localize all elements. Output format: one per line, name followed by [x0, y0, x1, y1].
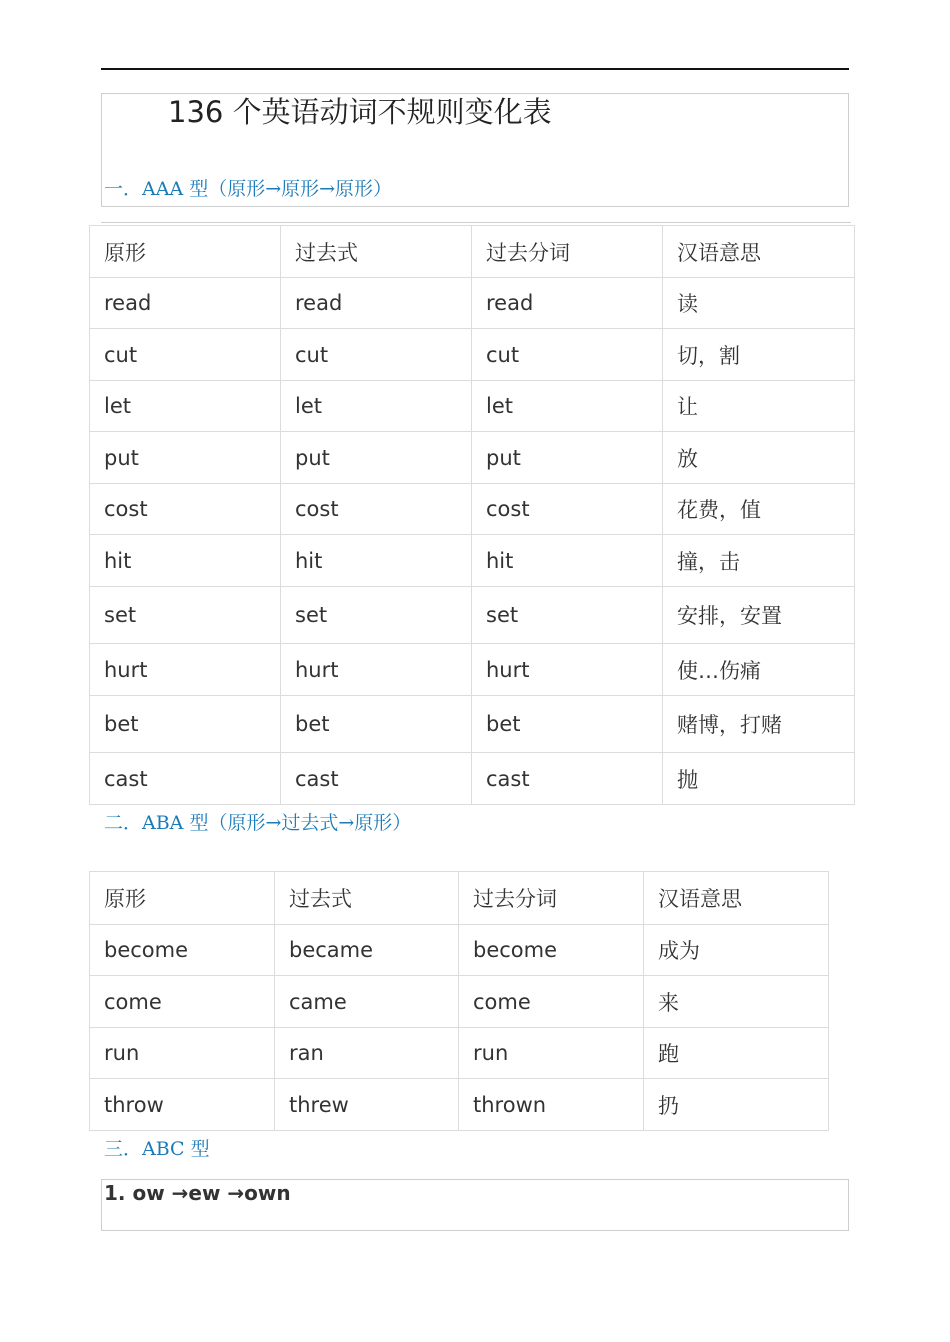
table-cell: run	[90, 1028, 275, 1079]
column-header: 汉语意思	[644, 872, 829, 925]
table-cell: read	[90, 278, 281, 329]
table-row	[90, 432, 855, 484]
section-heading-aba: 二．ABA 型（原形→过去式→原形）	[104, 812, 412, 834]
table-cell: come	[459, 976, 644, 1028]
table-cell: bet	[281, 696, 472, 753]
table-cell: 赌博，打赌	[663, 696, 855, 753]
table-cell: run	[459, 1028, 644, 1079]
table-cell: let	[281, 381, 472, 432]
header-row	[90, 226, 855, 278]
title-box	[101, 93, 849, 207]
table-cell: read	[472, 278, 663, 329]
table-cell: hit	[90, 535, 281, 587]
table-cell: put	[90, 432, 281, 484]
table-cell: 成为	[644, 925, 829, 976]
table-row	[90, 1079, 829, 1131]
table-row	[90, 644, 855, 696]
abc-subheading: 1. ow →ew →own	[104, 1181, 291, 1205]
table-cell: cast	[281, 753, 472, 805]
table-cell: cut	[472, 329, 663, 381]
table-row	[90, 381, 855, 432]
column-header: 过去分词	[459, 872, 644, 925]
table-cell: cost	[281, 484, 472, 535]
table-row	[90, 535, 855, 587]
table-cell: 切，割	[663, 329, 855, 381]
table-row	[90, 1028, 829, 1079]
table-row	[90, 925, 829, 976]
table-cell: come	[90, 976, 275, 1028]
table-cell: cast	[472, 753, 663, 805]
table-cell: 来	[644, 976, 829, 1028]
section-heading-aaa: 一．AAA 型（原形→原形→原形）	[104, 178, 393, 200]
table-cell: cost	[90, 484, 281, 535]
table-cell: set	[281, 587, 472, 644]
table-cell: set	[90, 587, 281, 644]
table-cell: bet	[472, 696, 663, 753]
table-cell: thrown	[459, 1079, 644, 1131]
table-cell: throw	[90, 1079, 275, 1131]
table-row	[90, 587, 855, 644]
table-cell: 放	[663, 432, 855, 484]
table-cell: let	[472, 381, 663, 432]
table-cell: 抛	[663, 753, 855, 805]
table-row	[90, 484, 855, 535]
abc-subsection-box	[101, 1179, 849, 1231]
table-cell: became	[275, 925, 459, 976]
table-cell: hurt	[472, 644, 663, 696]
table-cell: hurt	[281, 644, 472, 696]
table-cell: become	[459, 925, 644, 976]
table-cell: threw	[275, 1079, 459, 1131]
aaa-verb-table	[89, 225, 855, 805]
table-row	[90, 696, 855, 753]
table-cell: hit	[281, 535, 472, 587]
table-row	[90, 753, 855, 805]
table-cell: read	[281, 278, 472, 329]
header-row	[90, 872, 829, 925]
column-header: 汉语意思	[663, 226, 855, 278]
aaa-table-body	[90, 226, 855, 805]
column-header: 原形	[90, 226, 281, 278]
table-row	[90, 976, 829, 1028]
table-cell: cut	[90, 329, 281, 381]
table-cell: cut	[281, 329, 472, 381]
aba-verb-table	[89, 871, 829, 1131]
table-cell: 花费，值	[663, 484, 855, 535]
table-cell: put	[281, 432, 472, 484]
table-row	[90, 329, 855, 381]
table-cell: hurt	[90, 644, 281, 696]
table-cell: bet	[90, 696, 281, 753]
table-cell: let	[90, 381, 281, 432]
table-cell: 撞，击	[663, 535, 855, 587]
table-cell: came	[275, 976, 459, 1028]
table-cell: hit	[472, 535, 663, 587]
table-row	[90, 278, 855, 329]
table-cell: set	[472, 587, 663, 644]
table-cell: become	[90, 925, 275, 976]
table-cell: 跑	[644, 1028, 829, 1079]
column-header: 过去式	[281, 226, 472, 278]
section-heading-abc: 三．ABC 型	[104, 1138, 210, 1160]
table-cell: cost	[472, 484, 663, 535]
top-rule	[101, 68, 849, 70]
document-title: 136 个英语动词不规则变化表	[168, 95, 552, 129]
table-cell: put	[472, 432, 663, 484]
table-cell: 安排，安置	[663, 587, 855, 644]
table-cell: 扔	[644, 1079, 829, 1131]
column-header: 过去式	[275, 872, 459, 925]
table-cell: cast	[90, 753, 281, 805]
aba-table-body	[90, 872, 829, 1131]
table-cell: ran	[275, 1028, 459, 1079]
table-cell: 使…伤痛	[663, 644, 855, 696]
column-header: 原形	[90, 872, 275, 925]
table-cell: 让	[663, 381, 855, 432]
column-header: 过去分词	[472, 226, 663, 278]
table-cell: 读	[663, 278, 855, 329]
